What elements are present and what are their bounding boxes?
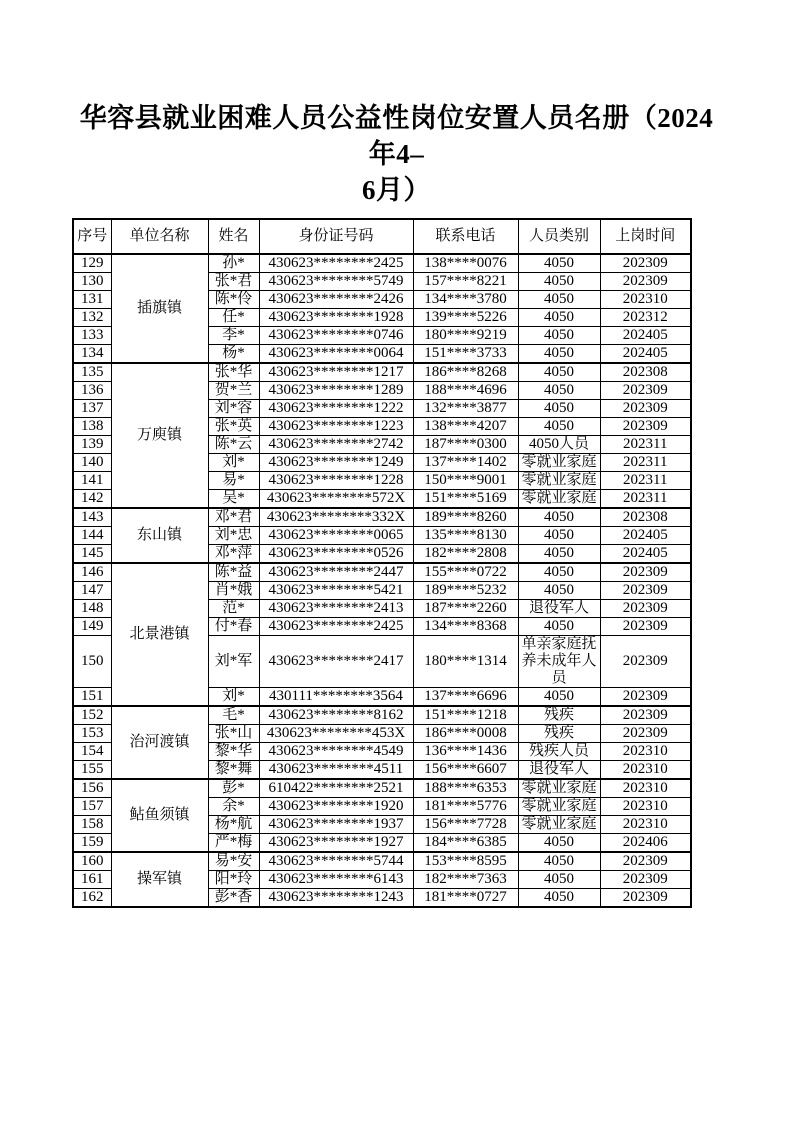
cell-unit-name: 操军镇 xyxy=(111,852,208,907)
cell-category: 4050人员 xyxy=(518,436,600,454)
table-row xyxy=(73,852,691,871)
cell-name: 易*安 xyxy=(208,852,259,871)
cell-serial: 142 xyxy=(73,490,111,509)
cell-start-time: 202309 xyxy=(600,871,691,889)
header-serial: 序号 xyxy=(73,219,111,254)
cell-category: 4050 xyxy=(518,400,600,418)
cell-category: 零就业家庭 xyxy=(518,454,600,472)
cell-name: 李* xyxy=(208,327,259,345)
cell-category: 4050 xyxy=(518,309,600,327)
header-start-time: 上岗时间 xyxy=(600,219,691,254)
cell-serial: 135 xyxy=(73,363,111,382)
cell-serial: 145 xyxy=(73,545,111,564)
header-id-number: 身份证号码 xyxy=(259,219,413,254)
cell-id-number: 430623********0526 xyxy=(259,545,413,564)
cell-phone: 182****7363 xyxy=(413,871,518,889)
cell-start-time: 202310 xyxy=(600,761,691,780)
cell-phone: 155****0722 xyxy=(413,563,518,582)
cell-serial: 148 xyxy=(73,600,111,618)
cell-name: 严*梅 xyxy=(208,834,259,853)
cell-phone: 184****6385 xyxy=(413,834,518,853)
cell-phone: 156****6607 xyxy=(413,761,518,780)
cell-id-number: 430623********4511 xyxy=(259,761,413,780)
cell-category: 4050 xyxy=(518,527,600,545)
cell-name: 付*春 xyxy=(208,618,259,636)
cell-serial: 146 xyxy=(73,563,111,582)
header-row xyxy=(73,219,691,254)
cell-phone: 186****0008 xyxy=(413,725,518,743)
cell-phone: 189****5232 xyxy=(413,582,518,600)
cell-id-number: 430623********572X xyxy=(259,490,413,509)
cell-name: 孙* xyxy=(208,254,259,273)
cell-id-number: 430623********2425 xyxy=(259,618,413,636)
cell-category: 4050 xyxy=(518,291,600,309)
cell-name: 张*君 xyxy=(208,273,259,291)
cell-phone: 151****5169 xyxy=(413,490,518,509)
cell-serial: 129 xyxy=(73,254,111,273)
cell-serial: 130 xyxy=(73,273,111,291)
cell-phone: 187****2260 xyxy=(413,600,518,618)
cell-start-time: 202405 xyxy=(600,327,691,345)
cell-start-time: 202308 xyxy=(600,508,691,527)
cell-name: 阳*玲 xyxy=(208,871,259,889)
page-title xyxy=(0,0,793,208)
cell-name: 刘* xyxy=(208,454,259,472)
cell-serial: 151 xyxy=(73,688,111,707)
cell-name: 黎*华 xyxy=(208,743,259,761)
cell-category: 4050 xyxy=(518,418,600,436)
header-name: 姓名 xyxy=(208,219,259,254)
cell-id-number: 430623********2447 xyxy=(259,563,413,582)
cell-phone: 157****8221 xyxy=(413,273,518,291)
cell-name: 肖*娥 xyxy=(208,582,259,600)
cell-start-time: 202309 xyxy=(600,706,691,725)
cell-id-number: 430623********5744 xyxy=(259,852,413,871)
cell-serial: 134 xyxy=(73,345,111,364)
cell-start-time: 202311 xyxy=(600,490,691,509)
table-row xyxy=(73,508,691,527)
cell-serial: 147 xyxy=(73,582,111,600)
page-title-line2: 6月） xyxy=(362,175,431,205)
cell-start-time: 202405 xyxy=(600,545,691,564)
cell-category: 4050 xyxy=(518,834,600,853)
cell-id-number: 430623********5421 xyxy=(259,582,413,600)
cell-start-time: 202309 xyxy=(600,688,691,707)
cell-serial: 157 xyxy=(73,798,111,816)
cell-phone: 132****3877 xyxy=(413,400,518,418)
header-phone: 联系电话 xyxy=(413,219,518,254)
cell-category: 退役军人 xyxy=(518,600,600,618)
cell-id-number: 430623********8162 xyxy=(259,706,413,725)
cell-phone: 139****5226 xyxy=(413,309,518,327)
cell-id-number: 430623********0064 xyxy=(259,345,413,364)
cell-phone: 151****1218 xyxy=(413,706,518,725)
cell-start-time: 202309 xyxy=(600,382,691,400)
cell-id-number: 430623********1228 xyxy=(259,472,413,490)
cell-id-number: 430623********6143 xyxy=(259,871,413,889)
cell-phone: 188****4696 xyxy=(413,382,518,400)
cell-name: 余* xyxy=(208,798,259,816)
cell-name: 陈*益 xyxy=(208,563,259,582)
cell-id-number: 430623********1217 xyxy=(259,363,413,382)
cell-serial: 139 xyxy=(73,436,111,454)
cell-start-time: 202311 xyxy=(600,436,691,454)
table-row xyxy=(73,254,691,273)
cell-name: 任* xyxy=(208,309,259,327)
cell-id-number: 430623********2425 xyxy=(259,254,413,273)
cell-category: 残疾 xyxy=(518,706,600,725)
cell-phone: 134****3780 xyxy=(413,291,518,309)
cell-unit-name: 万庾镇 xyxy=(111,363,208,508)
cell-phone: 188****6353 xyxy=(413,779,518,798)
cell-category: 零就业家庭 xyxy=(518,816,600,834)
cell-serial: 144 xyxy=(73,527,111,545)
cell-id-number: 430623********0746 xyxy=(259,327,413,345)
cell-start-time: 202309 xyxy=(600,852,691,871)
cell-serial: 156 xyxy=(73,779,111,798)
cell-id-number: 430623********4549 xyxy=(259,743,413,761)
cell-unit-name: 北景港镇 xyxy=(111,563,208,706)
cell-id-number: 430623********1249 xyxy=(259,454,413,472)
cell-serial: 162 xyxy=(73,889,111,908)
cell-name: 陈*云 xyxy=(208,436,259,454)
cell-start-time: 202405 xyxy=(600,345,691,364)
cell-name: 刘* xyxy=(208,688,259,707)
cell-serial: 159 xyxy=(73,834,111,853)
cell-name: 范* xyxy=(208,600,259,618)
cell-start-time: 202309 xyxy=(600,636,691,688)
cell-start-time: 202308 xyxy=(600,363,691,382)
cell-start-time: 202406 xyxy=(600,834,691,853)
cell-serial: 140 xyxy=(73,454,111,472)
cell-category: 残疾 xyxy=(518,725,600,743)
cell-unit-name: 鲇鱼须镇 xyxy=(111,779,208,852)
cell-start-time: 202309 xyxy=(600,254,691,273)
cell-name: 黎*舞 xyxy=(208,761,259,780)
cell-category: 4050 xyxy=(518,582,600,600)
cell-name: 张*山 xyxy=(208,725,259,743)
cell-name: 刘*容 xyxy=(208,400,259,418)
cell-start-time: 202310 xyxy=(600,798,691,816)
table-body xyxy=(73,254,691,907)
cell-id-number: 430623********0065 xyxy=(259,527,413,545)
cell-serial: 152 xyxy=(73,706,111,725)
cell-name: 易* xyxy=(208,472,259,490)
cell-serial: 132 xyxy=(73,309,111,327)
cell-category: 4050 xyxy=(518,545,600,564)
cell-start-time: 202309 xyxy=(600,618,691,636)
cell-category: 零就业家庭 xyxy=(518,779,600,798)
cell-name: 陈*伶 xyxy=(208,291,259,309)
cell-name: 杨* xyxy=(208,345,259,364)
cell-id-number: 430623********1937 xyxy=(259,816,413,834)
cell-name: 彭* xyxy=(208,779,259,798)
cell-category: 4050 xyxy=(518,363,600,382)
cell-phone: 156****7728 xyxy=(413,816,518,834)
cell-phone: 134****8368 xyxy=(413,618,518,636)
cell-serial: 155 xyxy=(73,761,111,780)
cell-category: 4050 xyxy=(518,852,600,871)
cell-name: 彭*香 xyxy=(208,889,259,908)
cell-id-number: 430623********5749 xyxy=(259,273,413,291)
cell-unit-name: 东山镇 xyxy=(111,508,208,563)
cell-id-number: 430623********2417 xyxy=(259,636,413,688)
cell-category: 4050 xyxy=(518,508,600,527)
cell-start-time: 202309 xyxy=(600,725,691,743)
header-category: 人员类别 xyxy=(518,219,600,254)
cell-name: 杨*航 xyxy=(208,816,259,834)
cell-start-time: 202309 xyxy=(600,889,691,908)
cell-start-time: 202311 xyxy=(600,454,691,472)
cell-phone: 182****2808 xyxy=(413,545,518,564)
cell-phone: 151****3733 xyxy=(413,345,518,364)
cell-phone: 181****0727 xyxy=(413,889,518,908)
cell-serial: 153 xyxy=(73,725,111,743)
cell-serial: 143 xyxy=(73,508,111,527)
cell-serial: 149 xyxy=(73,618,111,636)
cell-category: 4050 xyxy=(518,382,600,400)
cell-start-time: 202309 xyxy=(600,400,691,418)
cell-start-time: 202310 xyxy=(600,291,691,309)
cell-category: 零就业家庭 xyxy=(518,490,600,509)
cell-id-number: 430623********1222 xyxy=(259,400,413,418)
cell-name: 张*英 xyxy=(208,418,259,436)
cell-category: 4050 xyxy=(518,688,600,707)
cell-name: 刘*忠 xyxy=(208,527,259,545)
cell-name: 邓*萍 xyxy=(208,545,259,564)
cell-id-number: 430623********2426 xyxy=(259,291,413,309)
cell-start-time: 202310 xyxy=(600,816,691,834)
cell-serial: 150 xyxy=(73,636,111,688)
cell-serial: 137 xyxy=(73,400,111,418)
cell-name: 邓*君 xyxy=(208,508,259,527)
cell-phone: 180****9219 xyxy=(413,327,518,345)
cell-serial: 158 xyxy=(73,816,111,834)
cell-start-time: 202311 xyxy=(600,472,691,490)
cell-start-time: 202405 xyxy=(600,527,691,545)
cell-id-number: 430623********1289 xyxy=(259,382,413,400)
cell-phone: 150****9001 xyxy=(413,472,518,490)
cell-id-number: 430623********2742 xyxy=(259,436,413,454)
cell-start-time: 202309 xyxy=(600,582,691,600)
cell-category: 4050 xyxy=(518,618,600,636)
cell-phone: 138****0076 xyxy=(413,254,518,273)
cell-category: 零就业家庭 xyxy=(518,798,600,816)
cell-phone: 187****0300 xyxy=(413,436,518,454)
cell-phone: 135****8130 xyxy=(413,527,518,545)
cell-serial: 136 xyxy=(73,382,111,400)
cell-id-number: 430623********2413 xyxy=(259,600,413,618)
cell-phone: 136****1436 xyxy=(413,743,518,761)
cell-id-number: 430623********1927 xyxy=(259,834,413,853)
table-row xyxy=(73,706,691,725)
cell-start-time: 202309 xyxy=(600,600,691,618)
cell-serial: 160 xyxy=(73,852,111,871)
cell-start-time: 202310 xyxy=(600,743,691,761)
cell-category: 零就业家庭 xyxy=(518,472,600,490)
table-row xyxy=(73,563,691,582)
page-title-line1: 华容县就业困难人员公益性岗位安置人员名册（2024年4– xyxy=(79,103,714,169)
cell-serial: 141 xyxy=(73,472,111,490)
cell-id-number: 430623********1920 xyxy=(259,798,413,816)
cell-phone: 186****8268 xyxy=(413,363,518,382)
cell-id-number: 430623********453X xyxy=(259,725,413,743)
cell-name: 刘*军 xyxy=(208,636,259,688)
cell-serial: 131 xyxy=(73,291,111,309)
cell-name: 毛* xyxy=(208,706,259,725)
cell-phone: 137****6696 xyxy=(413,688,518,707)
cell-category: 4050 xyxy=(518,889,600,908)
cell-start-time: 202309 xyxy=(600,273,691,291)
cell-phone: 189****8260 xyxy=(413,508,518,527)
cell-id-number: 430623********332X xyxy=(259,508,413,527)
cell-serial: 161 xyxy=(73,871,111,889)
cell-start-time: 202309 xyxy=(600,563,691,582)
cell-start-time: 202309 xyxy=(600,418,691,436)
header-unit-name: 单位名称 xyxy=(111,219,208,254)
cell-id-number: 430111********3564 xyxy=(259,688,413,707)
cell-category: 4050 xyxy=(518,254,600,273)
cell-serial: 154 xyxy=(73,743,111,761)
cell-phone: 181****5776 xyxy=(413,798,518,816)
cell-unit-name: 治河渡镇 xyxy=(111,706,208,779)
cell-id-number: 430623********1243 xyxy=(259,889,413,908)
cell-phone: 138****4207 xyxy=(413,418,518,436)
cell-serial: 138 xyxy=(73,418,111,436)
table-row xyxy=(73,363,691,382)
cell-name: 吴* xyxy=(208,490,259,509)
cell-category: 退役军人 xyxy=(518,761,600,780)
cell-id-number: 430623********1928 xyxy=(259,309,413,327)
cell-category: 4050 xyxy=(518,327,600,345)
cell-start-time: 202312 xyxy=(600,309,691,327)
cell-category: 4050 xyxy=(518,273,600,291)
cell-name: 贺*兰 xyxy=(208,382,259,400)
cell-phone: 180****1314 xyxy=(413,636,518,688)
cell-category: 4050 xyxy=(518,345,600,364)
table-row xyxy=(73,779,691,798)
cell-phone: 137****1402 xyxy=(413,454,518,472)
cell-start-time: 202310 xyxy=(600,779,691,798)
cell-serial: 133 xyxy=(73,327,111,345)
cell-phone: 153****8595 xyxy=(413,852,518,871)
cell-category: 单亲家庭抚养未成年人员 xyxy=(518,636,600,688)
cell-name: 张*华 xyxy=(208,363,259,382)
cell-category: 残疾人员 xyxy=(518,743,600,761)
roster-table xyxy=(72,218,692,908)
cell-category: 4050 xyxy=(518,563,600,582)
cell-category: 4050 xyxy=(518,871,600,889)
cell-id-number: 430623********1223 xyxy=(259,418,413,436)
cell-id-number: 610422********2521 xyxy=(259,779,413,798)
cell-unit-name: 插旗镇 xyxy=(111,254,208,363)
